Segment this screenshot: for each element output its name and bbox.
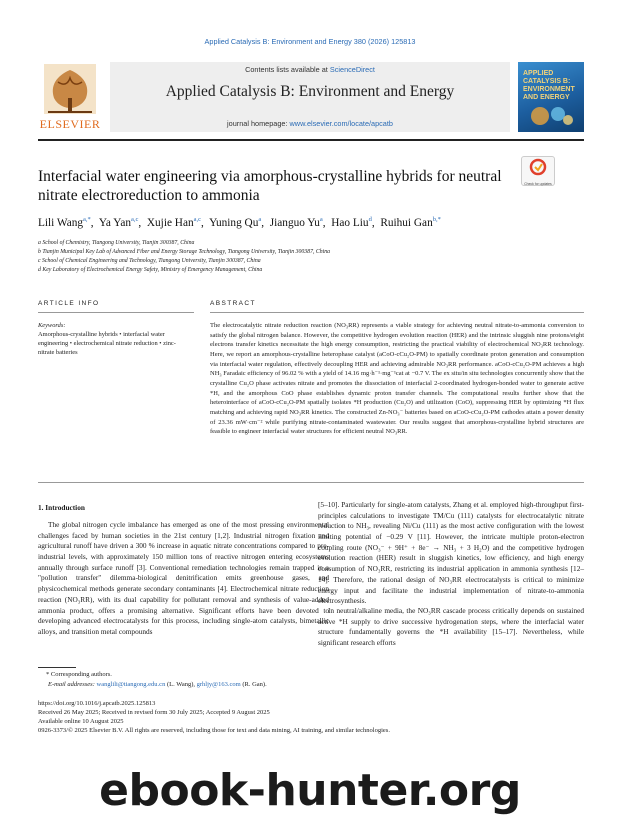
email-link[interactable]: grhljy@163.com [196,681,241,688]
keywords-label: Keywords: [38,322,66,329]
author[interactable]: Hao Liu$^d$ [331,216,372,229]
abstract-text: The electrocatalytic nitrate reduction reaction (NO₃RR) represents a viable strategy for achieving neutral nitrate-to-ammonia conversion to satisfy the global nitrogen balance. However, the competitive hydrogen evolution reaction (HER) and the intrinsic sluggish nine protons/eight electrons transfer kinetics necessitate the high energy consumption, restricting the practical viability of electrochemical NO₃RR technology. Here, we report an amorphous-crystalline heterophase catalyst (aCoO-cCu₂O-PM) to spatially coordinate proton generation and consumption via interfacial water regulation, effectively decoupling HER and achieving admirable NO₃RR performance. aCoO-cCu₂O-PM achieves a high NH₃ Faradaic efficiency of 96.02 % with a yield of 14.16 mg·h⁻¹·mg⁻¹cat at −0.7 V. The ex situ/in situ technologies concurrently show that the crystalline Cu₂O phase activates nitrate and promotes the dissociation of interfacial 2-coordinated hydrogen-bonded water to generate active *H, and the amorphous CoO phase establishes dynamic proton transfer channels. The computational results further show that the heterointerface of aCoO-cCu₂O-PM spatially isolates *H production (Cu₂O) and utilization (CoO), suppressing HER by optimizing *H flux matching and achieving rapid NO₃RR kinetics. The constructed Zn-NO₃⁻ batteries based on aCoO-cCu₂O-PM cathodes attain a power density of 23.36 mW·cm⁻² while purifying nitrate-contaminated wastewater. Our results suggest that amorphous-crystalline hybrid structures are feasible to engineer interfacial water structures for efficient neutral NO₃RR. [210,322,584,436]
elsevier-wordmark: ELSEVIER [39,117,101,131]
author-list: Lili Wang$^{a,*}$, Ya Yan$^{a,c}$, Xujie Han$^{a,c}$, Yuning Qu$^a$, Jianguo Yu$^a$, Hao Liu$^d$, Ruihui Gan$^{b,*}$ [38,216,441,229]
author[interactable]: Ruihui Gan$^{b,*}$ [380,216,441,229]
keywords-list: Amorphous-crystalline hybrids • interfacial water engineering • electrochemical nitrate reduction • zinc-nitrate batteries [38,331,176,356]
info-rule [38,312,194,313]
available-online: Available online 10 August 2025 [38,718,124,725]
keywords-block [38,321,188,357]
article-info-heading: ARTICLE INFO [38,300,100,307]
author[interactable]: Lili Wang$^{a,*}$ [38,216,91,229]
footnote-emails: E-mail addresses: wanglili@tiangong.edu.cn (L. Wang), grhljy@163.com (R. Gan). [48,681,267,688]
journal-header [110,62,510,132]
author[interactable]: Jianguo Yu$^a$ [269,216,323,229]
header-rule [38,139,584,141]
abstract-bottom-rule [38,482,584,483]
watermark: ebook-hunter.org [99,765,521,816]
right-column-paragraph: [5–10]. Particularly for single-atom catalysts, Zhang et al. employed high-throughput first-principles calculations to investigate TM/Cu (111) catalysts for electrocatalytic nitrate reduction to NH₃, revealing Ni/Cu (111) as the most active configuration with the lowest limiting potential of −0.29 V [11]. However, the intricate multiple proton-electron coupling route (NO₃⁻ + 9H⁺ + 8e⁻ → NH₃ + 3 H₂O) and the competitive hydrogen evolution reaction (HER) result in sluggish kinetics, low efficiency, and high energy consumption of NO₃RR, restricting its industrial application in ammonia synthesis [12–14]. Therefore, the rational design of NO₃RR electrocatalysts is critical to minimize energy input and facilitate the industrial implementation of nitrate-to-ammonia electrosynthesis. [318,500,584,606]
check-updates-label: Check for updates [524,182,552,186]
received-dates: Received 26 May 2025; Received in revised form 30 July 2025; Accepted 9 August 2025 [38,709,270,716]
intro-paragraph: The global nitrogen cycle imbalance has emerged as one of the most pressing environmental challenges faced by human societies in the 21st century [1,2]. Industrial nitrogen fixation and agricultural runoff have driven a 300 % increase in aquatic nitrate concentrations compared to pre-industrial levels, with approximately 150 million tons of reactive nitrogen entering ecosystems annually through surface runoff [3]. Conventional remediation technologies remain trapped in a "pollution transfer" dilemma-biological denitrification emits greenhouse gases, and physicochemical methods generate secondary contaminants [4]. Electrochemical nitrate reduction reaction (NO₃RR), with its dual capability for pollutant removal and synthesis of value-added ammonia product, offers a promising alternative. Significant efforts have been devoted to developing advanced electrocatalysts for this process, including single-atom catalysts, bimetallic alloys, and transition metal compounds [38,520,329,636]
journal-homepage: journal homepage: www.elsevier.com/locate/apcatb [227,119,393,128]
abstract-heading: ABSTRACT [210,300,256,307]
article-title: Interfacial water engineering via amorphous-crystalline hybrids for neutral nitrate electroreduction to ammonia [38,168,502,204]
affiliation: a School of Chemistry, Tiangong University, Tianjin 300387, China [38,240,195,246]
affiliation: b Tianjin Municipal Key Lab of Advanced Fiber and Energy Storage Technology, Tiangong University, Tianjin 300387, China [38,249,331,255]
doi-link[interactable]: https://doi.org/10.1016/j.apcatb.2025.125813 [38,700,156,707]
author[interactable]: Xujie Han$^{a,c}$ [146,216,202,229]
journal-cover[interactable] [518,62,584,132]
check-updates-badge[interactable] [521,156,555,186]
affiliation: c School of Chemical Engineering and Technology, Tiangong University, Tianjin 300387, China [38,258,261,264]
check-updates-icon [522,157,554,177]
cover-title: APPLIED CATALYSIS B: ENVIRONMENT AND ENERGY [523,70,575,101]
homepage-link[interactable]: www.elsevier.com/locate/apcatb [289,119,393,128]
author[interactable]: Yuning Qu$^a$ [209,216,262,229]
footnote-rule [38,667,76,668]
copyright-line: 0926-3373/© 2025 Elsevier B.V. All rights are reserved, including those for text and data mining, AI training, and similar technologies. [38,727,390,734]
elsevier-logo [38,62,102,132]
contents-line: Contents lists available at ScienceDirect [245,65,375,74]
affiliation: d Key Laboratory of Electrochemical Energy Safety, Ministry of Emergency Management, China [38,267,263,273]
email-link[interactable]: wanglili@tiangong.edu.cn [96,681,166,688]
journal-reference[interactable]: Applied Catalysis B: Environment and Energy 380 (2026) 125813 [204,37,416,46]
cover-graphic-icon [526,104,576,128]
right-column-paragraph-2: In neutral/alkaline media, the NO₃RR cascade process critically depends on sustained active *H supply to drive successive hydrogenation steps, where the interfacial water structure fundamentally governs the *H availability [15–17]. Nevertheless, while significant research efforts [318,606,584,648]
abstract-rule [210,312,584,313]
section-heading: 1. Introduction [38,503,85,512]
journal-title: Applied Catalysis B: Environment and Energy [165,83,455,100]
footnote-corresponding: * Corresponding authors. [46,671,112,678]
sciencedirect-link[interactable]: ScienceDirect [329,65,375,74]
author[interactable]: Ya Yan$^{a,c}$ [98,216,139,229]
